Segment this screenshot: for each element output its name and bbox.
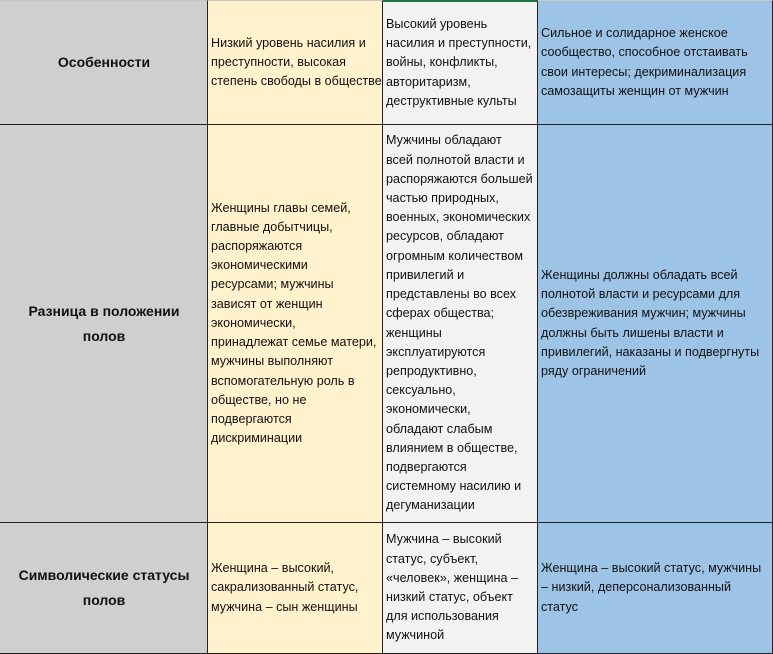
- cell-text-line: низкий статус, объект: [386, 590, 513, 604]
- cell-text-line: подвергаются: [386, 459, 467, 474]
- cell-text-line: огромным количеством: [386, 248, 524, 263]
- cell-text-line: Мужчина – высокий: [386, 532, 502, 547]
- row-header[interactable]: [0, 523, 208, 654]
- cell-text-line: экономически,: [211, 315, 296, 330]
- cell-text-line: дегуманизации: [386, 498, 475, 513]
- cell-text-line: мужчина – сын женщины: [211, 599, 358, 614]
- cell-text-line: ресурсами; мужчины: [211, 277, 334, 292]
- cell-text-line: вспомогательную роль в: [211, 373, 355, 388]
- cell-text-line: Мужчины обладают: [386, 133, 502, 148]
- cell-text-line: войны, конфликты,: [386, 55, 498, 70]
- table-cell[interactable]: [538, 523, 773, 654]
- cell-text-line: Разница в положении: [28, 302, 180, 319]
- table-cell[interactable]: [383, 523, 538, 654]
- cell-text-line: частью природных,: [386, 191, 499, 206]
- cell-text-line: экономически,: [386, 402, 471, 417]
- cell-text-line: полов: [82, 592, 126, 608]
- cell-text-line: системному насилию и: [386, 479, 522, 494]
- table-cell[interactable]: [538, 125, 773, 523]
- cell-text-line: полнотой власти и ресурсами для: [541, 287, 741, 302]
- cell-text-line: всей полнотой власти и: [386, 152, 525, 167]
- cell-text-line: подвергаются: [211, 411, 292, 426]
- cell-text-line: Женщина – высокий статус, мужчины: [541, 561, 762, 576]
- table-cell[interactable]: [383, 125, 538, 523]
- cell-text-line: ряду ограничений: [541, 363, 647, 378]
- cell-text-line: обществе, но не: [211, 392, 307, 407]
- cell-text-line: женщины: [386, 325, 442, 340]
- cell-text-line: деструктивные культы: [386, 93, 517, 108]
- cell-text-line: статус: [541, 599, 579, 614]
- cell-text-line: военных, экономических: [386, 210, 531, 225]
- cell-text-line: привилегий и: [386, 267, 465, 282]
- cell-text-line: дискриминации: [211, 431, 303, 446]
- cell-text-line: самозащиты женщин от мужчин: [541, 83, 729, 98]
- cell-text-line: мужчиной: [386, 628, 445, 643]
- cell-text-line: представлены во всех: [386, 287, 517, 302]
- cell-text-line: – низкий, деперсонализованный: [541, 580, 731, 595]
- cell-text-line: Высокий уровень: [386, 16, 488, 31]
- cell-text-line: экономическими: [211, 258, 308, 273]
- cell-text-line: Женщины главы семей,: [211, 200, 351, 215]
- cell-text-line: принадлежат семье матери,: [211, 335, 377, 350]
- cell-text-line: сферах общества;: [386, 306, 495, 321]
- cell-text-line: обезвреживания мужчин; мужчины: [541, 306, 746, 321]
- cell-text-line: свои интересы; декриминализация: [541, 64, 747, 79]
- table-cell[interactable]: [208, 523, 383, 654]
- table-cell[interactable]: [208, 0, 383, 125]
- cell-text-line: Низкий уровень насилия и: [211, 35, 366, 50]
- cell-text-line: сакрализованный статус,: [211, 580, 359, 595]
- cell-text-line: должны быть лишены власти и: [541, 325, 724, 340]
- cell-text-line: Женщины должны обладать всей: [541, 267, 738, 282]
- cell-text-line: привилегий, наказаны и подвергнуты: [541, 344, 760, 359]
- cell-text-line: эксплуатируются: [386, 344, 486, 359]
- table-cell[interactable]: [208, 125, 383, 523]
- cell-text-line: обладают слабым: [386, 421, 493, 436]
- cell-text-line: Символические статусы: [18, 567, 190, 583]
- row-header[interactable]: [0, 0, 208, 125]
- cell-text-line: статус, субъект,: [386, 551, 478, 566]
- cell-text-line: репродуктивно,: [386, 363, 477, 378]
- cell-text-line: насилия и преступности,: [386, 36, 532, 51]
- cell-text-line: Женщина – высокий,: [211, 561, 335, 576]
- cell-text-line: ресурсов, обладают: [386, 229, 504, 244]
- cell-text-line: мужчины выполняют: [211, 354, 333, 369]
- cell-text-line: распоряжаются большей: [386, 171, 533, 186]
- cell-text-line: зависят от женщин: [211, 296, 323, 311]
- cell-text-line: влиянием в обществе,: [386, 440, 518, 455]
- table-cell[interactable]: [538, 0, 773, 125]
- cell-text-line: преступности, высокая: [211, 54, 347, 69]
- cell-text-line: авторитаризм,: [386, 74, 471, 89]
- cell-text-line: распоряжаются: [211, 239, 303, 254]
- cell-text-line: для использования: [386, 609, 499, 624]
- cell-text-line: Особенности: [57, 54, 151, 70]
- cell-text-line: главные добытчицы,: [211, 219, 333, 234]
- cell-text-line: Сильное и солидарное женское: [541, 26, 728, 41]
- cell-text-line: сексуально,: [386, 383, 456, 398]
- cell-text-line: степень свободы в обществе: [211, 74, 382, 89]
- cell-text-line: «человек», женщина –: [386, 570, 518, 585]
- cell-text-line: сообщество, способное отстаивать: [541, 45, 748, 60]
- table-cell[interactable]: [383, 0, 538, 125]
- row-header[interactable]: [0, 125, 208, 523]
- cell-text-line: полов: [82, 327, 126, 344]
